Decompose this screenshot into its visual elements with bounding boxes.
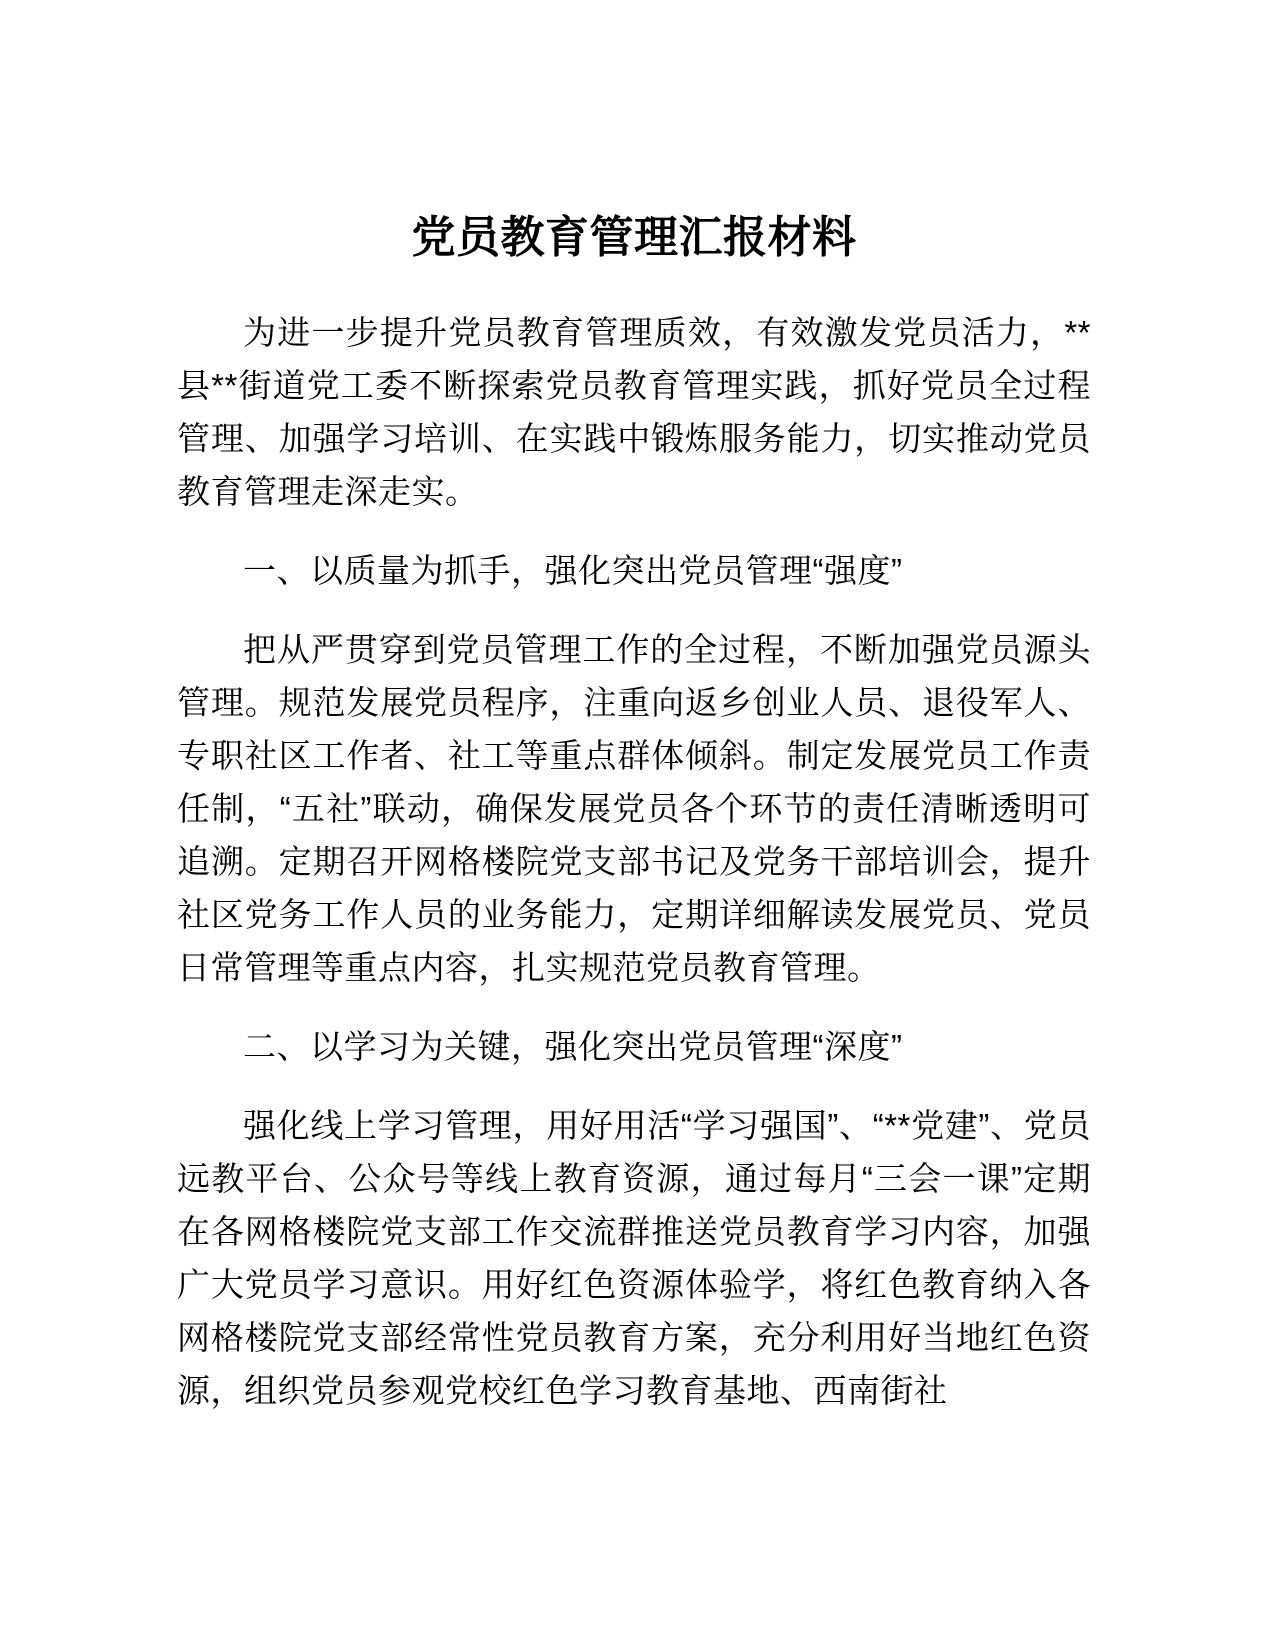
document-title: 党员教育管理汇报材料 bbox=[411, 213, 857, 262]
paragraph-section-1: 把从严贯穿到党员管理工作的全过程，不断加强党员源头管理。规范发展党员程序，注重向返乡创业人员、退役军人、专职社区工作者、社工等重点群体倾斜。制定发展党员工作责任制，“五社”联动，确保发展党员各个环节的责任清晰透明可追溯。定期召开网格楼院党支部书记及党务干部培训会，提升社区党务工作人员的业务能力，定期详细解读发展党员、党员日常管理等重点内容，扎实规范党员教育管理。 bbox=[177, 631, 1091, 986]
section-heading-2: 二、以学习为关键，强化突出党员管理“深度” bbox=[243, 1028, 903, 1065]
document-content bbox=[177, 204, 1091, 1443]
section-heading-1: 一、以质量为抓手，强化突出党员管理“强度” bbox=[243, 552, 903, 589]
paragraph-intro: 为进一步提升党员教育管理质效，有效激发党员活力，**县**街道党工委不断探索党员教育管理实践，抓好党员全过程管理、加强学习培训、在实践中锻炼服务能力，切实推动党员教育管理走深走实。 bbox=[177, 314, 1091, 510]
paragraph-section-2: 强化线上学习管理，用好用活“学习强国”、“**党建”、党员远教平台、公众号等线上教育资源，通过每月“三会一课”定期在各网格楼院党支部工作交流群推送党员教育学习内容，加强广大党员学习意识。用好红色资源体验学，将红色教育纳入各网格楼院党支部经常性党员教育方案，充分利用好当地红色资源，组织党员参观党校红色学习教育基地、西南街社 bbox=[177, 1107, 1091, 1409]
